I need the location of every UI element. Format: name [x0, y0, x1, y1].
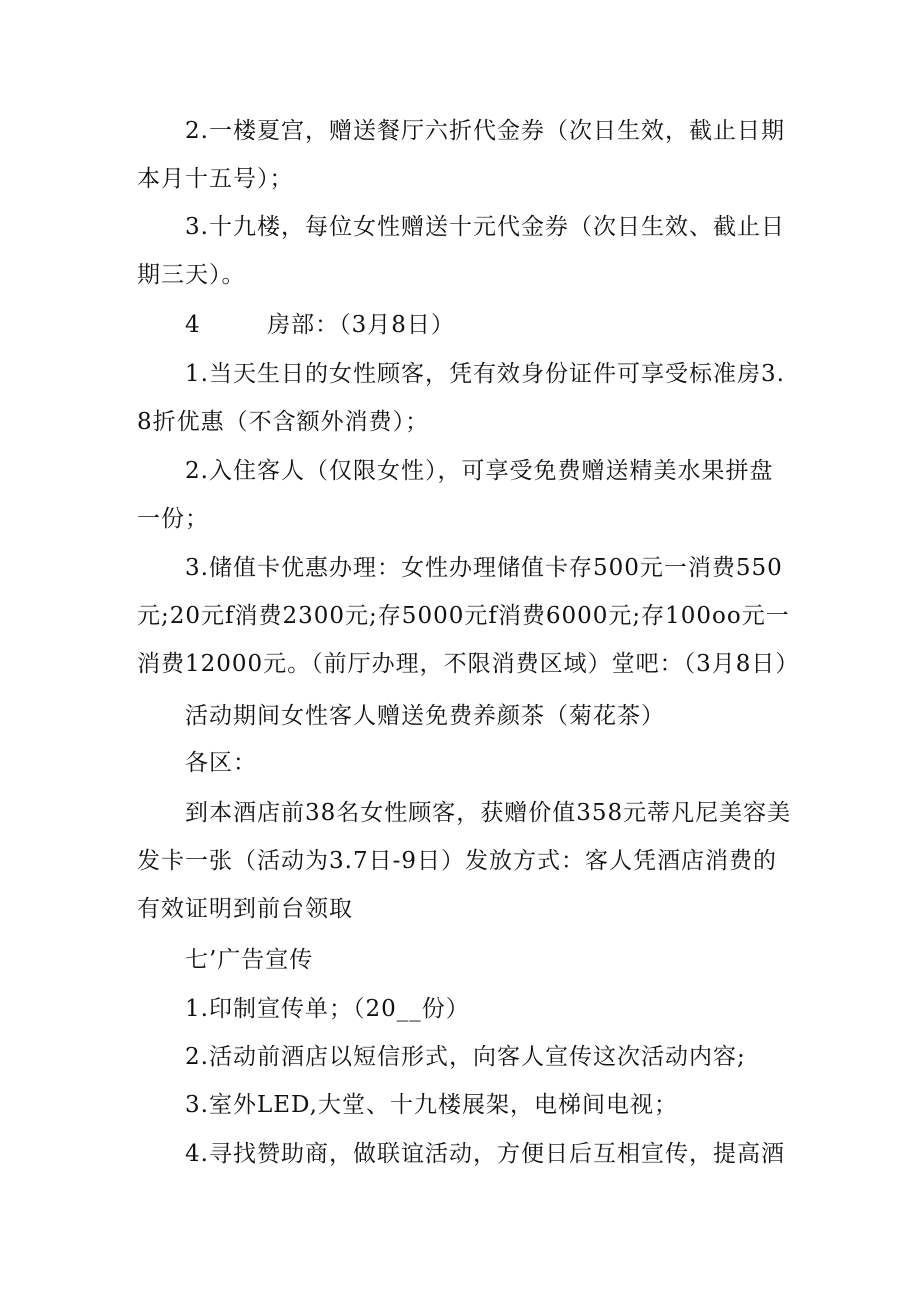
section-heading-advertising: 七’广告宣传 — [185, 947, 314, 973]
paragraph-print-flyers: 1.印制宣传单；（20__份） — [185, 996, 470, 1022]
paragraph-beauty-card-gift: 到本酒店前38名女性顾客，获赠价值358元蒂凡尼美容美发卡一张（活动为3.7日-9日）发放方式：客人凭酒店消费的有效证明到前台领取 — [137, 800, 792, 922]
paragraph-19th-floor-voucher: 3.十九楼，每位女性赠送十元代金券（次日生效、截止日期三天）。 — [137, 214, 785, 288]
paragraph-all-areas: 各区： — [185, 750, 257, 776]
paragraph-birthday-discount: 1.当天生日的女性顾客，凭有效身份证件可享受标准房3.8折优惠（不含额外消费）； — [137, 361, 785, 435]
paragraph-stored-value-card: 3.储值卡优惠办理：女性办理储值卡存500元一消费550元;20元f消费2300元;存5000元f消费6000元;存100oo元一消费12000元。（前厅办理，不限消费区域）堂吧：（3月8日） — [137, 555, 800, 677]
paragraph-summer-palace-voucher: 2.一楼夏宫，赠送餐厅六折代金券（次日生效，截止日期本月十五号）； — [137, 118, 785, 192]
paragraph-sponsors: 4.寻找赞助商，做联谊活动，方便日后互相宣传，提高酒 — [185, 1141, 785, 1167]
paragraph-herbal-tea: 活动期间女性客人赠送免费养颜茶（菊花茶） — [185, 703, 665, 729]
paragraph-rooms-department-heading: 4 房部：（3月8日） — [185, 312, 455, 338]
paragraph-led-displays: 3.室外LED,大堂、十九楼展架，电梯间电视； — [185, 1092, 678, 1118]
paragraph-sms-promotion: 2.活动前酒店以短信形式，向客人宣传这次活动内容; — [185, 1044, 746, 1070]
paragraph-fruit-platter: 2.入住客人（仅限女性），可享受免费赠送精美水果拼盘一份； — [137, 458, 774, 532]
